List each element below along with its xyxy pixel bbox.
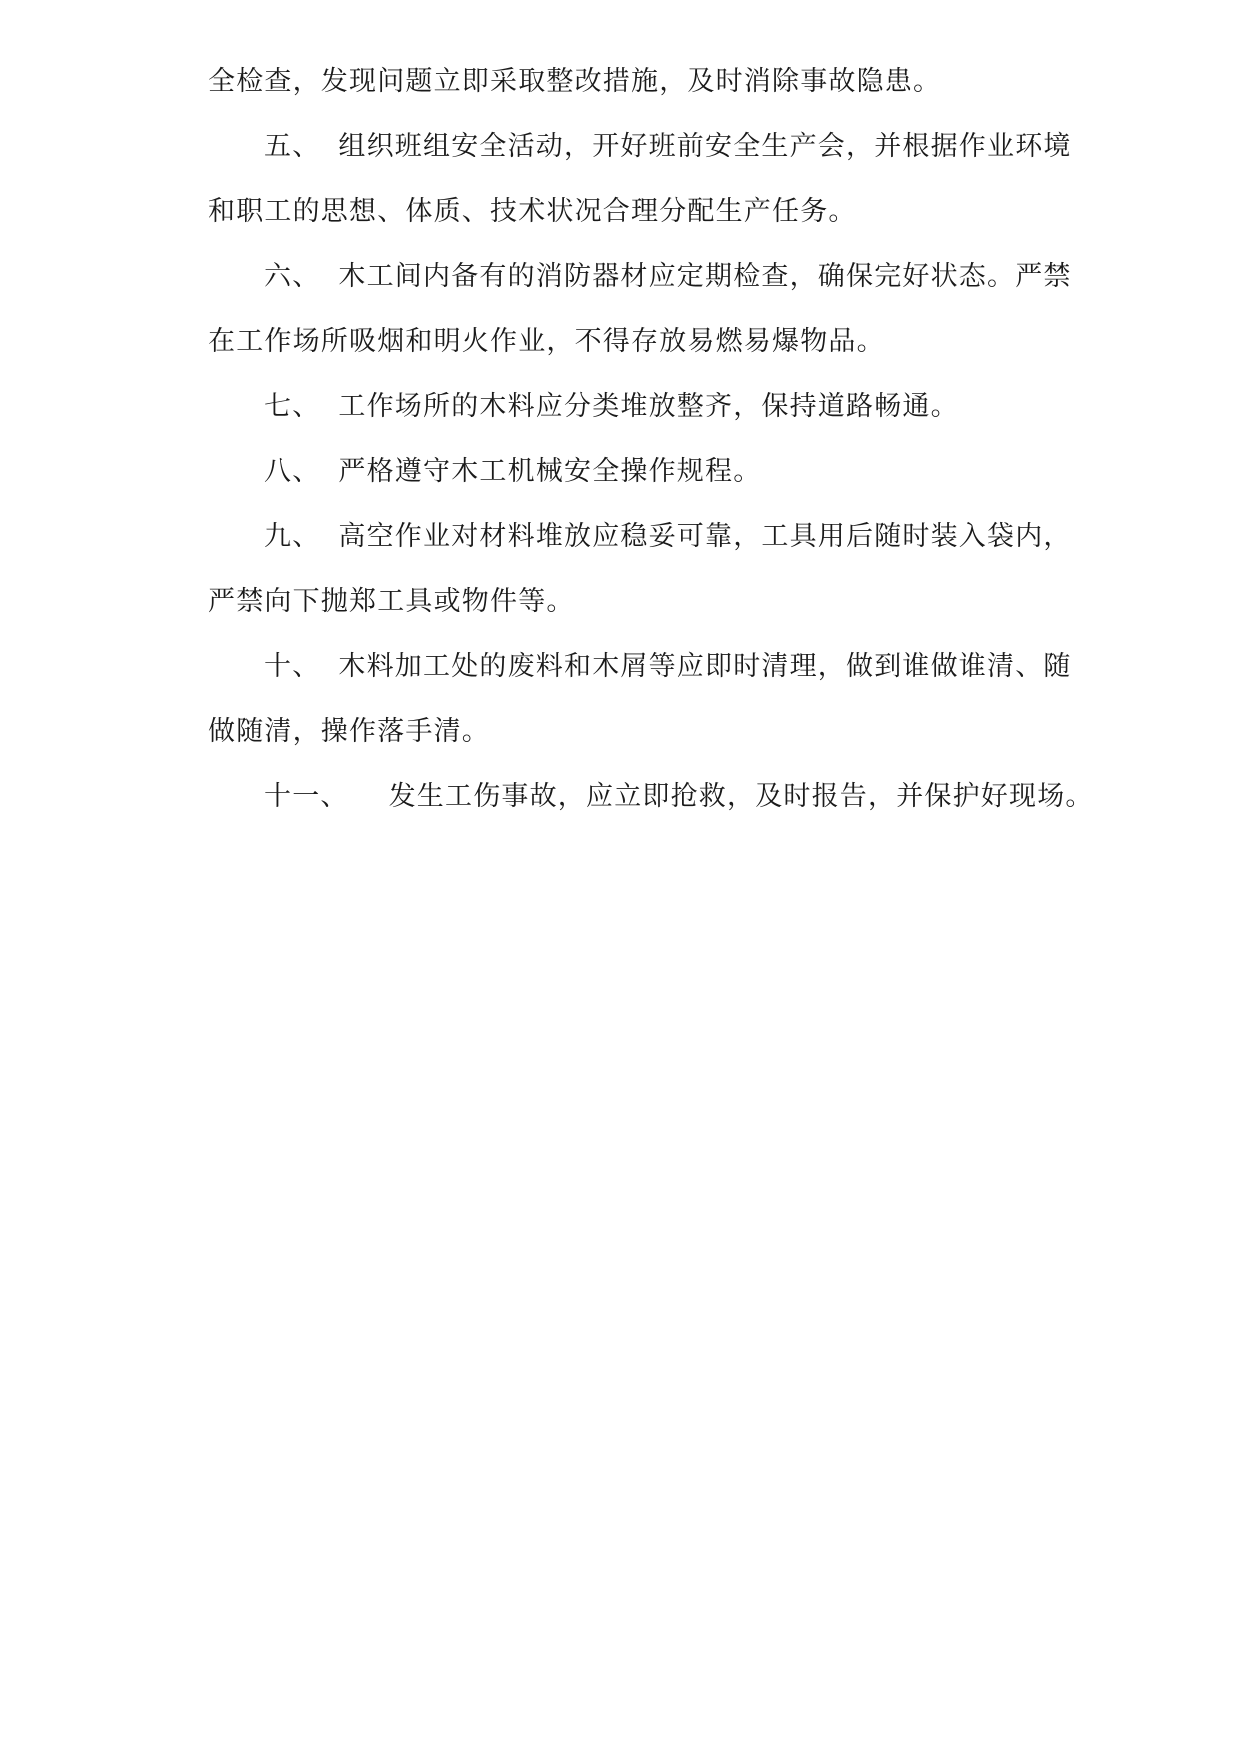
line-text: 和职工的思想、体质、技术状况合理分配生产任务。 — [208, 196, 857, 227]
line-text: 木工间内备有的消防器材应定期检查，确保完好状态。严禁 — [338, 261, 1072, 292]
item-9-line-1 — [208, 507, 1108, 572]
item-6-line-1 — [208, 247, 1108, 312]
document-body — [208, 52, 1108, 832]
line-text: 在工作场所吸烟和明火作业，不得存放易燃易爆物品。 — [208, 326, 885, 357]
line-text: 工作场所的木料应分类堆放整齐，保持道路畅通。 — [338, 391, 959, 422]
item-5-line-1 — [208, 117, 1108, 182]
item-number: 七、 — [264, 391, 321, 422]
line-text: 严禁向下抛郑工具或物件等。 — [208, 586, 575, 617]
item-6-line-2 — [208, 312, 1108, 377]
item-number: 九、 — [264, 521, 321, 552]
line-text: 木料加工处的废料和木屑等应即时清理，做到谁做谁清、随 — [338, 651, 1072, 682]
item-number: 十、 — [264, 651, 321, 682]
line-text: 全检查，发现问题立即采取整改措施，及时消除事故隐患。 — [208, 66, 942, 97]
line-text: 严格遵守木工机械安全操作规程。 — [338, 456, 762, 487]
line-text: 发生工伤事故，应立即抢救，及时报告，并保护好现场。 — [388, 781, 1094, 812]
item-8-line-1 — [208, 442, 1108, 507]
item-7-line-1 — [208, 377, 1108, 442]
item-5-line-2 — [208, 182, 1108, 247]
line-text: 做随清，操作落手清。 — [208, 716, 490, 747]
item-number: 十一、 — [264, 781, 349, 812]
line-text: 组织班组安全活动，开好班前安全生产会，并根据作业环境 — [338, 131, 1072, 162]
paragraph-4-continuation — [208, 52, 1108, 117]
item-10-line-1 — [208, 637, 1108, 702]
item-number: 八、 — [264, 456, 321, 487]
item-10-line-2 — [208, 702, 1108, 767]
item-number: 五、 — [264, 131, 321, 162]
line-text: 高空作业对材料堆放应稳妥可靠，工具用后随时装入袋内， — [338, 521, 1072, 552]
item-9-line-2 — [208, 572, 1108, 637]
item-number: 六、 — [264, 261, 321, 292]
item-11-line-1 — [208, 767, 1108, 832]
